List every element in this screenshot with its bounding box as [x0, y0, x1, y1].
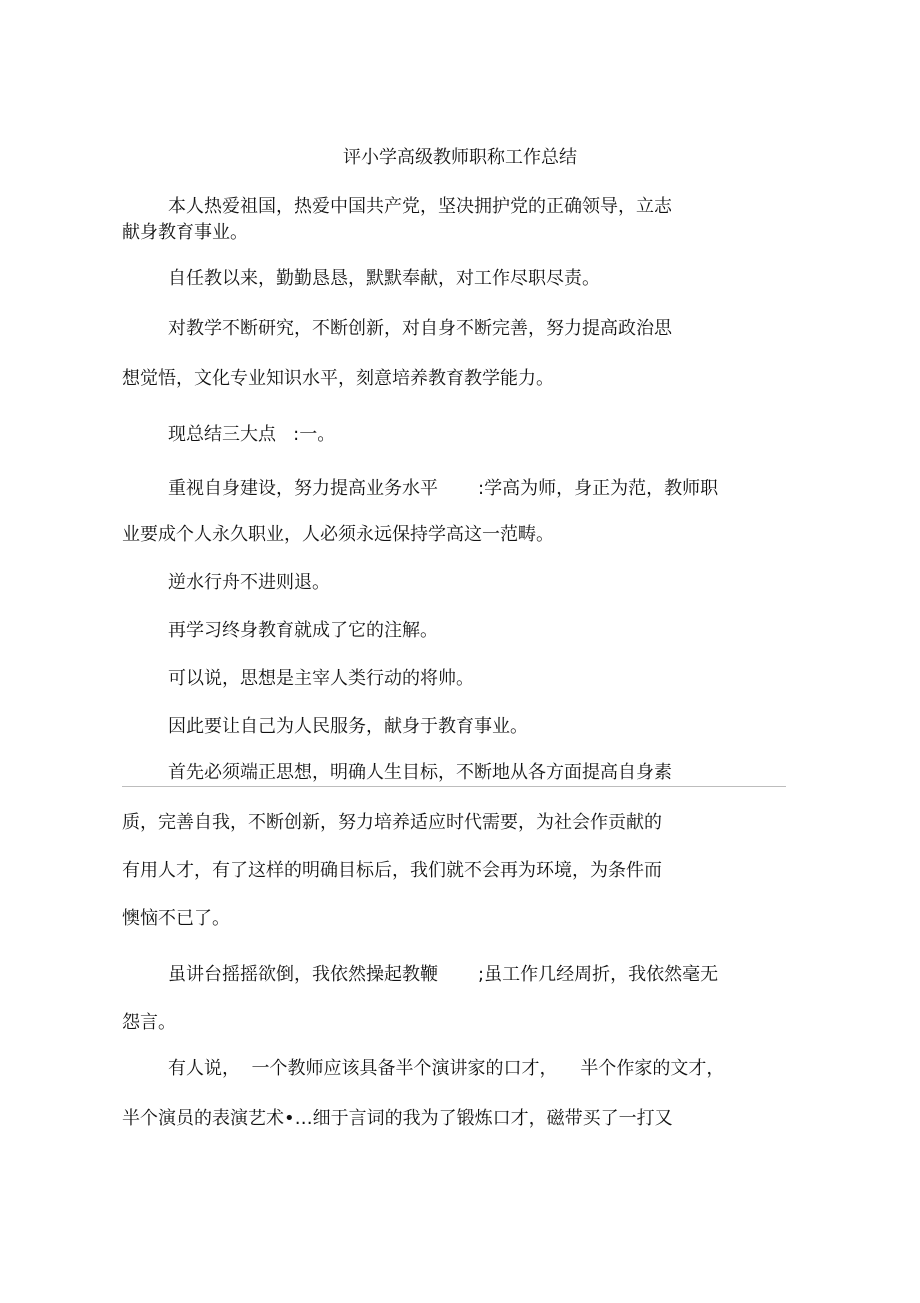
text-line: 再学习终身教育就成了它的注解。 [168, 620, 438, 641]
text-line: 半个演员的表演艺术•…细于言词的我为了锻炼口才，磁带买了一打又 [122, 1108, 673, 1129]
text-line: 献身教育事业。 [122, 222, 248, 243]
text-line: 自任教以来，勤勤恳恳，默默奉献，对工作尽职尽责。 [168, 268, 600, 289]
text-line: 现总结三大点 :一。 [168, 424, 336, 445]
text-line: 对教学不断研究，不断创新，对自身不断完善，努力提高政治思 [168, 318, 672, 339]
text-line: 业要成个人永久职业，人必须永远保持学高这一范畴。 [122, 524, 554, 545]
text-line: 因此要让自己为人民服务，献身于教育事业。 [168, 716, 528, 737]
text-line: 首先必须端正思想，明确人生目标，不断地从各方面提高自身素 [168, 762, 672, 783]
text-line: 想觉悟，文化专业知识水平，刻意培养教育教学能力。 [122, 368, 554, 389]
document-title: 评小学高级教师职称工作总结 [343, 147, 577, 168]
text-line: 质，完善自我，不断创新，努力培养适应时代需要，为社会作贡献的 [122, 812, 662, 833]
text-line: 怨言。 [122, 1012, 176, 1033]
text-line: 虽讲台摇摇欲倒，我依然操起教鞭 ;虽工作几经周折，我依然毫无 [168, 964, 719, 985]
text-line: 逆水行舟不进则退。 [168, 572, 330, 593]
text-line: 本人热爱祖国，热爱中国共产党，坚决拥护党的正确领导，立志 [168, 196, 672, 217]
text-line: 有用人才，有了这样的明确目标后，我们就不会再为环境，为条件而 [122, 860, 662, 881]
text-line: 有人说， 一个教师应该具备半个演讲家的口才， 半个作家的文才， [168, 1058, 725, 1079]
text-line: 懊恼不已了。 [122, 908, 230, 929]
text-line: 可以说，思想是主宰人类行动的将帅。 [168, 668, 474, 689]
text-line: 重视自身建设，努力提高业务水平 :学高为师，身正为范，教师职 [168, 478, 719, 499]
horizontal-divider [122, 786, 786, 787]
